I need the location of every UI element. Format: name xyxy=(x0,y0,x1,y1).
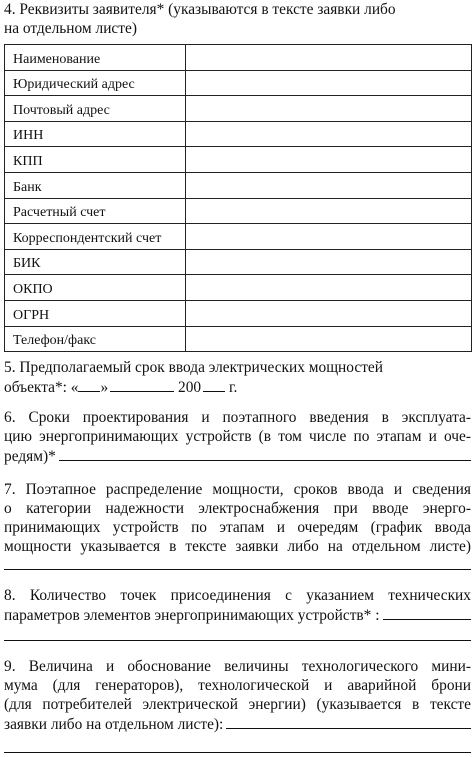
requisite-label: Банк xyxy=(5,172,186,198)
section-9-line-4 xyxy=(4,714,471,734)
requisites-table-body xyxy=(5,45,472,352)
section-7 xyxy=(4,480,471,556)
requisite-value-field[interactable] xyxy=(186,96,472,122)
section-8-line-1: 8. Количество точек присоединения с указанием технических xyxy=(4,587,471,604)
requisites-row xyxy=(5,198,472,224)
requisite-label: БИК xyxy=(5,249,186,275)
requisite-label: ОКПО xyxy=(5,275,186,301)
requisite-value-field[interactable] xyxy=(186,224,472,250)
section-5-quote-close: » xyxy=(100,379,109,396)
section-6-line-3-text: редям)* xyxy=(4,448,56,465)
requisites-row xyxy=(5,300,472,326)
day-blank[interactable] xyxy=(78,377,100,392)
section-6-answer-blank[interactable] xyxy=(59,446,471,461)
requisite-value-field[interactable] xyxy=(186,121,472,147)
section-8-line-2-text: параметров элементов энергопринимающих устройств* : xyxy=(4,607,380,624)
section-9 xyxy=(4,657,471,734)
requisites-row xyxy=(5,224,472,250)
year-blank[interactable] xyxy=(203,377,225,392)
section-7-answer-line[interactable] xyxy=(4,569,471,570)
requisite-value-field[interactable] xyxy=(186,147,472,173)
requisites-row xyxy=(5,147,472,173)
requisite-label: Почтовый адрес xyxy=(5,96,186,122)
requisites-row xyxy=(5,96,472,122)
requisites-row xyxy=(5,45,472,71)
requisite-value-field[interactable] xyxy=(186,249,472,275)
section-7-line-4: мощности указывается в тексте заявки либо на отдельном листе) xyxy=(4,538,471,555)
section-6 xyxy=(4,408,471,466)
requisite-label: ИНН xyxy=(5,121,186,147)
requisite-value-field[interactable] xyxy=(186,70,472,96)
requisites-row xyxy=(5,70,472,96)
section-9-answer-blank[interactable] xyxy=(226,714,471,729)
section-8 xyxy=(4,586,471,625)
requisites-row xyxy=(5,249,472,275)
requisite-value-field[interactable] xyxy=(186,300,472,326)
section-7-line-2: о категории надежности электроснабжения при вводе энерго- xyxy=(4,500,471,517)
requisites-row xyxy=(5,326,472,352)
requisite-label: Юридический адрес xyxy=(5,70,186,96)
section-7-line-1: 7. Поэтапное распределение мощности, сроков ввода и сведения xyxy=(4,481,471,498)
section-8-line-2 xyxy=(4,605,471,625)
section-9-line-2: мума (для генераторов), технологической и аварийной брони xyxy=(4,677,471,694)
section-7-line-3: принимающих устройств по этапам и очередям (график ввода xyxy=(4,519,471,536)
section-5-line-1: 5. Предполагаемый срок ввода электрических мощностей xyxy=(4,359,384,376)
section-8-answer-line[interactable] xyxy=(4,640,471,641)
section-4-title-line-2: на отдельном листе) xyxy=(4,20,137,37)
section-9-answer-line[interactable] xyxy=(4,752,471,753)
requisite-label: Расчетный счет xyxy=(5,198,186,224)
requisite-value-field[interactable] xyxy=(186,326,472,352)
section-8-answer-blank[interactable] xyxy=(383,605,472,620)
section-6-line-3 xyxy=(4,446,471,466)
requisite-value-field[interactable] xyxy=(186,198,472,224)
requisite-label: КПП xyxy=(5,147,186,173)
applicant-requisites-table xyxy=(4,44,472,352)
requisites-row xyxy=(5,275,472,301)
section-4-title xyxy=(4,0,471,38)
requisites-row xyxy=(5,172,472,198)
requisite-label: ОГРН xyxy=(5,300,186,326)
section-6-line-2: цию энергопринимающих устройств (в том числе по этапам и оче- xyxy=(4,428,471,445)
requisite-label: Телефон/факс xyxy=(5,326,186,352)
requisite-value-field[interactable] xyxy=(186,172,472,198)
section-9-line-3: (для потребителей электрической энергии) (указывается в тексте xyxy=(4,696,471,713)
month-blank[interactable] xyxy=(110,377,174,392)
section-5 xyxy=(4,358,471,397)
section-5-line-2 xyxy=(4,377,471,397)
requisite-label: Корреспондентский счет xyxy=(5,224,186,250)
section-9-line-1: 9. Величина и обоснование величины технологического мини- xyxy=(4,658,471,675)
section-5-year-suffix: г. xyxy=(228,379,238,396)
section-4-title-line-1: 4. Реквизиты заявителя* (указываются в тексте заявки либо xyxy=(4,1,396,18)
section-5-prefix: объекта*: « xyxy=(4,379,79,396)
requisites-row xyxy=(5,121,472,147)
requisite-label: Наименование xyxy=(5,45,186,71)
section-9-line-4-text: заявки либо на отдельном листе): xyxy=(4,716,224,733)
requisite-value-field[interactable] xyxy=(186,275,472,301)
section-6-line-1: 6. Сроки проектирования и поэтапного введения в эксплуата- xyxy=(4,409,471,426)
requisite-value-field[interactable] xyxy=(186,45,472,71)
section-5-year-prefix: 200 xyxy=(178,379,202,396)
